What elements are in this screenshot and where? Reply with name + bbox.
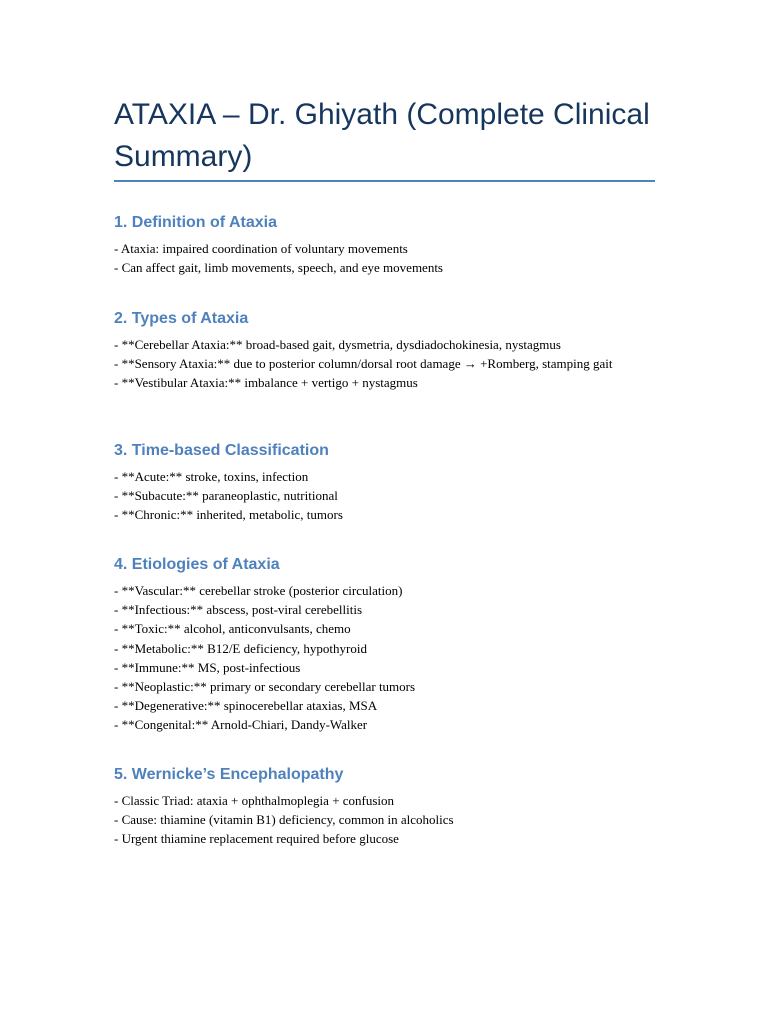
- title-underline: [114, 180, 655, 182]
- body-line: - Ataxia: impaired coordination of voluntary movements: [114, 241, 408, 256]
- body-line: - **Acute:** stroke, toxins, infection: [114, 469, 309, 484]
- section-body: [114, 239, 659, 277]
- body-line: - **Chronic:** inherited, metabolic, tumors: [114, 507, 343, 523]
- body-line: - **Sensory Ataxia:** due to posterior column/dorsal root damage → +Romberg, stamping gait: [114, 356, 613, 372]
- section-body: [114, 335, 659, 393]
- body-line: - **Immune:** MS, post-infectious: [114, 659, 301, 675]
- section-heading: 4. Etiologies of Ataxia: [114, 556, 280, 573]
- body-line: - **Vascular:** cerebellar stroke (posterior circulation): [114, 583, 403, 598]
- body-line: - **Cerebellar Ataxia:** broad-based gait, dysmetria, dysdiadochokinesia, nystagmus: [114, 337, 561, 352]
- body-line: - Cause: thiamine (vitamin B1) deficiency, common in alcoholics: [114, 812, 454, 828]
- section-etiologies: [114, 554, 659, 735]
- section-time-classification: [114, 440, 659, 525]
- body-line: - **Neoplastic:** primary or secondary cerebellar tumors: [114, 679, 416, 695]
- section-body: [114, 581, 659, 735]
- body-line: - **Subacute:** paraneoplastic, nutritional: [114, 488, 338, 504]
- body-line: - **Metabolic:** B12/E deficiency, hypothyroid: [114, 640, 367, 656]
- body-line: - **Toxic:** alcohol, anticonvulsants, chemo: [114, 621, 351, 637]
- section-definition: [114, 212, 659, 277]
- body-line: - Can affect gait, limb movements, speech, and eye movements: [114, 260, 443, 276]
- section-body: [114, 467, 659, 525]
- section-heading: 2. Types of Ataxia: [114, 310, 249, 327]
- document-title: ATAXIA – Dr. Ghiyath (Complete Clinical Summary): [114, 98, 650, 173]
- body-line: - **Congenital:** Arnold-Chiari, Dandy-Walker: [114, 717, 368, 733]
- body-line: - Classic Triad: ataxia + ophthalmoplegia + confusion: [114, 793, 395, 808]
- section-wernicke: [114, 764, 659, 849]
- body-line: - **Infectious:** abscess, post-viral cerebellitis: [114, 602, 363, 618]
- section-heading: 1. Definition of Ataxia: [114, 214, 277, 231]
- section-body: [114, 791, 659, 849]
- section-heading: 5. Wernicke’s Encephalopathy: [114, 766, 344, 783]
- section-heading: 3. Time-based Classification: [114, 442, 329, 459]
- body-line: - Urgent thiamine replacement required before glucose: [114, 831, 399, 847]
- body-line: - **Vestibular Ataxia:** imbalance + vertigo + nystagmus: [114, 375, 418, 391]
- body-line: - **Degenerative:** spinocerebellar ataxias, MSA: [114, 698, 378, 714]
- section-types: [114, 308, 659, 393]
